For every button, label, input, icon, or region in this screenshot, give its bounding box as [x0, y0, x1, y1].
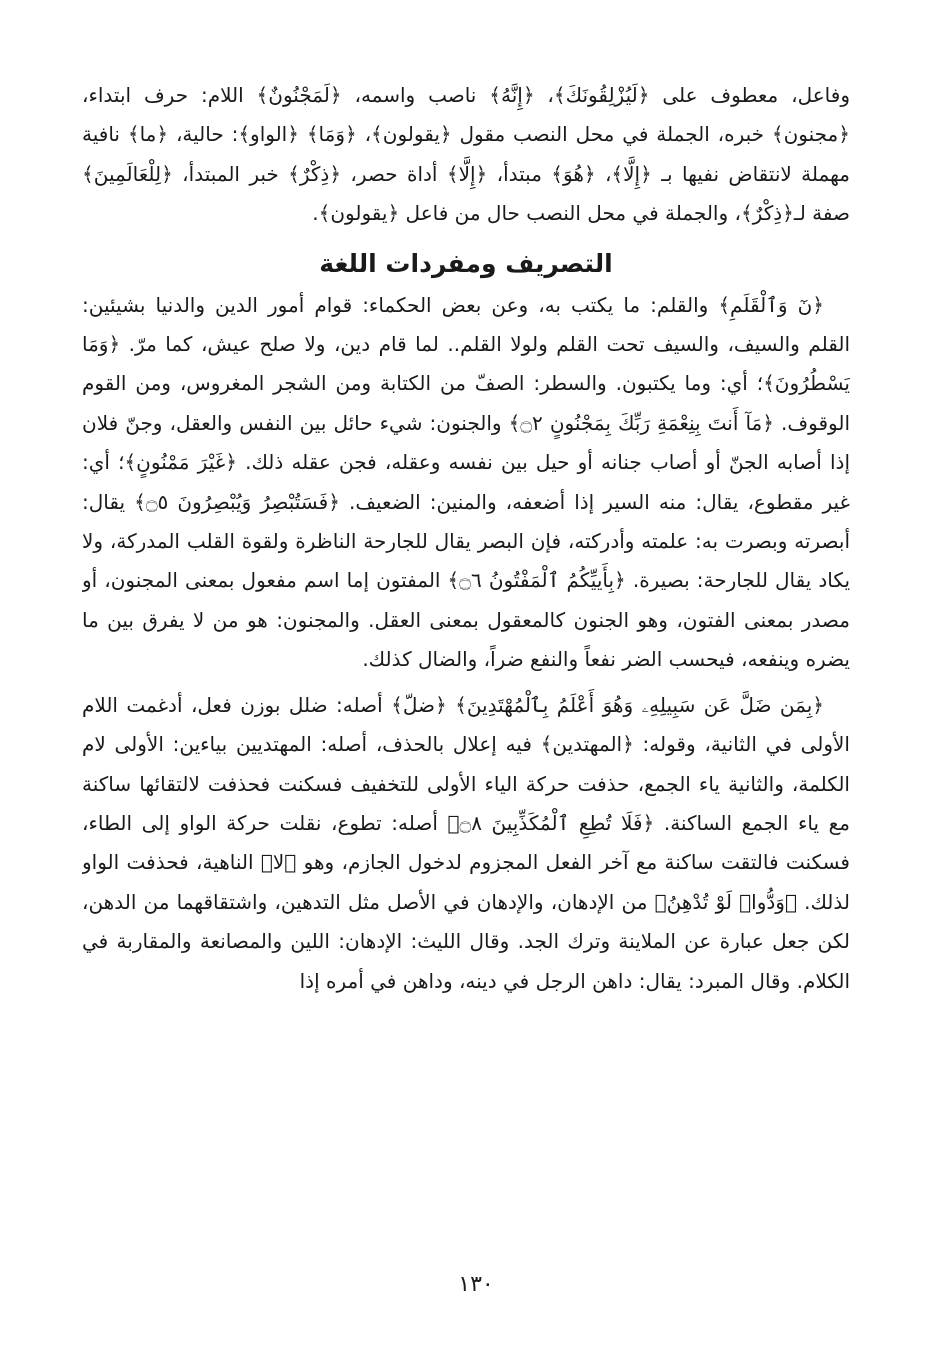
paragraph-syntax-analysis: وفاعل، معطوف على ﴿لَيُزْلِقُونَكَ﴾، ﴿إِنَّهُ﴾ ناصب واسمه، ﴿لَمَجْنُونٌ﴾ اللام: حرف ابتداء، ﴿مجنون﴾ خبره، الجملة في محل النصب مقول ﴿يقولون﴾، ﴿وَمَا﴾ ﴿الواو﴾: حالية، ﴿ما﴾ نافية مهملة لانتقاض نفيها بـ ﴿إِلَّا﴾، ﴿هُوَ﴾ مبتدأ، ﴿إِلَّا﴾ أداة حصر، ﴿ذِكْرٌ﴾ خبر المبتدأ، ﴿لِلْعَالَمِينَ﴾ صفة لـ﴿ذِكْرٌ﴾، والجملة في محل النصب حال من فاعل ﴿يقولون﴾. [82, 83, 850, 226]
paragraph-vocabulary: ﴿نٓ وَٱلْقَلَمِ﴾ والقلم: ما يكتب به، وعن بعض الحكماء: قوام أمور الدين والدنيا بشيئين: القلم والسيف، والسيف تحت القلم ولولا القلم.. لما قام دين، ولا صلح عيش، كما مرّ. ﴿وَمَا يَسْطُرُونَ﴾؛ أي: وما يكتبون. والسطر: الصفّ من الكتابة ومن الشجر المغروس، ومن القوم الوقوف. ﴿مَآ أَنتَ بِنِعْمَةِ رَبِّكَ بِمَجْنُونٍ ۝٢﴾ والجنون: شيء حائل بين النفس والعقل، وجنّ فلان إذا أصابه الجنّ أو أصاب جنانه أو حيل بين نفسه وعقله، فجن عقله ذلك. ﴿غَيْرَ مَمْنُونٍ﴾؛ أي: غير مقطوع، يقال: منه السير إذا أضعفه، والمنين: الضعيف. ﴿فَسَتُبْصِرُ وَيُبْصِرُونَ ۝٥﴾ يقال: أبصرته وبصرت به: علمته وأدركته، فإن البصر يقال للجارحة الناظرة ولقوة القلب المدركة، ولا يكاد يقال للجارحة: بصيرة. ﴿بِأَييِّكُمُ ٱلْمَفْتُونُ ۝٦﴾ المفتون إما اسم مفعول بمعنى المجنون، أو مصدر بمعنى الفتون، وهو الجنون كالمعقول بمعنى العقل. والمجنون: هو من لا يفرق بين ما يضره وينفعه، فيحسب الضر نفعاً والنفع ضراً، والضال كذلك. [82, 292, 850, 672]
page-body [82, 76, 850, 1306]
section-heading: التصريف ومفردات اللغة [319, 248, 613, 278]
page-number: ١٣٠ [458, 1272, 494, 1297]
paragraph-morphology: ﴿بِمَن ضَلَّ عَن سَبِيلِهِۦ وَهُوَ أَعْلَمُ بِٱلْمُهْتَدِينَ﴾ ﴿ضلّ﴾ أصله: ضلل بوزن فعل، أدغمت اللام الأولى في الثانية، وقوله: ﴿المهتدين﴾ فيه إعلال بالحذف، أصله: المهتديين بياءين: الأولى لام الكلمة، والثانية ياء الجمع، حذفت حركة الياء الأولى للتخفيف فسكنت فحذفت لالتقائها ساكنة مع ياء الجمع الساكنة. ﴿فَلَا تُطِعِ ٱلْمُكَذِّبِينَ ۝٨﴾ أصله: تطوع، نقلت حركة الواو إلى الطاء، فسكنت فالتقت ساكنة مع آخر الفعل المجزوم لدخول الجازم، وهو ﴿لا﴾ الناهية، فحذفت الواو لذلك. ﴿وَدُّوا۟ لَوْ تُدْهِنُ﴾ من الإدهان، والإدهان في الأصل مثل التدهين، واشتقاقهما من الدهن، لكن جعل عبارة عن الملاينة وترك الجد. وقال الليث: الإدهان: اللين والمصانعة والمقاربة في الكلام. وقال المبرد: يقال: داهن الرجل في دينه، وداهن في أمره إذا [82, 692, 850, 993]
